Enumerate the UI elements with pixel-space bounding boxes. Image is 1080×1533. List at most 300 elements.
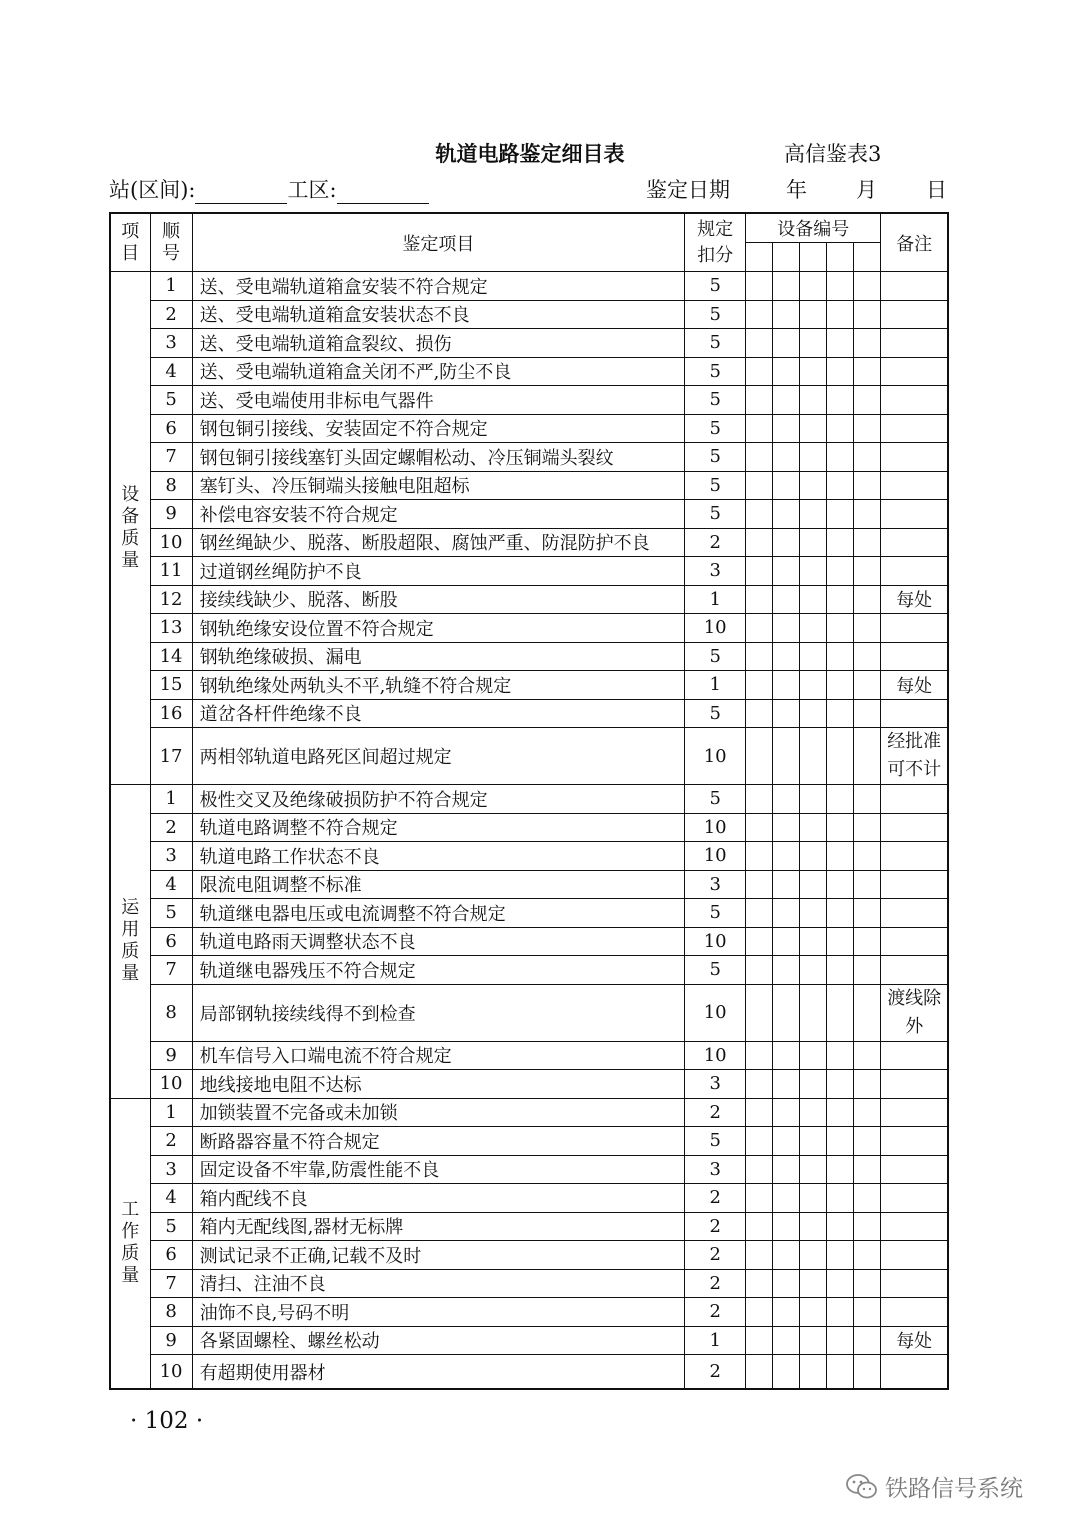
remark-cell — [881, 842, 948, 871]
device-cell — [827, 642, 854, 671]
device-cell — [746, 443, 773, 472]
device-cell — [827, 813, 854, 842]
item-cell: 接续线缺少、脱落、断股 — [192, 585, 685, 614]
device-cell — [746, 243, 773, 272]
deduct-cell: 2 — [685, 1212, 746, 1241]
deduct-cell: 5 — [685, 1127, 746, 1156]
item-cell: 钢轨绝缘破损、漏电 — [192, 642, 685, 671]
device-cell — [773, 728, 800, 785]
table-row — [110, 329, 948, 358]
device-cell — [827, 272, 854, 301]
device-cell — [800, 1212, 827, 1241]
device-cell — [773, 1269, 800, 1298]
device-cell — [854, 956, 881, 985]
item-cell: 钢轨绝缘处两轨头不平,轨缝不符合规定 — [192, 671, 685, 700]
device-cell — [746, 1241, 773, 1270]
col-category-header: 项目 — [110, 213, 150, 272]
seq-cell: 10 — [150, 528, 192, 557]
device-cell — [773, 500, 800, 529]
remark-cell: 每处 — [881, 671, 948, 700]
device-cell — [854, 500, 881, 529]
device-cell — [800, 443, 827, 472]
device-cell — [854, 1098, 881, 1127]
table-row — [110, 1127, 948, 1156]
device-cell — [746, 785, 773, 814]
device-cell — [854, 1212, 881, 1241]
device-cell — [800, 870, 827, 899]
remark-cell — [881, 443, 948, 472]
device-cell — [827, 984, 854, 1041]
seq-cell: 9 — [150, 1041, 192, 1070]
device-cell — [854, 1298, 881, 1327]
device-cell — [746, 414, 773, 443]
seq-cell: 7 — [150, 956, 192, 985]
deduct-cell: 10 — [685, 984, 746, 1041]
table-row — [110, 1098, 948, 1127]
device-cell — [773, 1298, 800, 1327]
remark-cell — [881, 329, 948, 358]
item-cell: 补偿电容安装不符合规定 — [192, 500, 685, 529]
device-cell — [854, 1070, 881, 1099]
item-cell: 送、受电端使用非标电气器件 — [192, 386, 685, 415]
table-row — [110, 500, 948, 529]
device-cell — [827, 357, 854, 386]
device-cell — [827, 414, 854, 443]
device-cell — [854, 785, 881, 814]
remark-cell — [881, 699, 948, 728]
seq-cell: 2 — [150, 1127, 192, 1156]
seq-cell: 6 — [150, 927, 192, 956]
deduct-cell: 1 — [685, 671, 746, 700]
station-blank — [195, 181, 287, 204]
col-device-header: 设备编号 — [746, 213, 881, 243]
device-cell — [827, 785, 854, 814]
date-label: 鉴定日期 — [646, 178, 730, 202]
remark-cell — [881, 614, 948, 643]
remark-cell — [881, 1184, 948, 1213]
table-row — [110, 785, 948, 814]
device-cell — [827, 842, 854, 871]
device-cell — [854, 927, 881, 956]
deduct-cell: 3 — [685, 557, 746, 586]
remark-cell — [881, 1212, 948, 1241]
device-cell — [746, 357, 773, 386]
device-cell — [800, 357, 827, 386]
item-cell: 箱内无配线图,器材无标牌 — [192, 1212, 685, 1241]
seq-cell: 2 — [150, 813, 192, 842]
device-cell — [800, 842, 827, 871]
table-row — [110, 386, 948, 415]
deduct-cell: 5 — [685, 642, 746, 671]
item-cell: 清扫、注油不良 — [192, 1269, 685, 1298]
seq-cell: 3 — [150, 1155, 192, 1184]
device-cell — [800, 557, 827, 586]
device-cell — [827, 1155, 854, 1184]
remark-cell — [881, 1070, 948, 1099]
device-cell — [746, 528, 773, 557]
device-cell — [800, 1326, 827, 1355]
device-cell — [746, 671, 773, 700]
table-row — [110, 1184, 948, 1213]
deduct-cell: 2 — [685, 528, 746, 557]
col-seq-header: 顺号 — [150, 213, 192, 272]
device-cell — [800, 500, 827, 529]
device-cell — [746, 699, 773, 728]
device-cell — [746, 842, 773, 871]
deduct-cell: 10 — [685, 927, 746, 956]
device-cell — [827, 870, 854, 899]
device-cell — [773, 557, 800, 586]
device-cell — [827, 899, 854, 928]
device-cell — [854, 443, 881, 472]
item-cell: 钢丝绳缺少、脱落、断股超限、腐蚀严重、防混防护不良 — [192, 528, 685, 557]
device-cell — [773, 956, 800, 985]
item-cell: 钢轨绝缘安设位置不符合规定 — [192, 614, 685, 643]
seq-cell: 3 — [150, 329, 192, 358]
table-row — [110, 357, 948, 386]
device-cell — [746, 585, 773, 614]
item-cell: 地线接地电阻不达标 — [192, 1070, 685, 1099]
seq-cell: 4 — [150, 870, 192, 899]
deduct-cell: 10 — [685, 842, 746, 871]
device-cell — [773, 414, 800, 443]
deduct-cell: 5 — [685, 471, 746, 500]
remark-cell — [881, 557, 948, 586]
device-cell — [854, 1184, 881, 1213]
remark-cell — [881, 1355, 948, 1390]
seq-cell: 17 — [150, 728, 192, 785]
device-cell — [854, 357, 881, 386]
item-cell: 塞钉头、冷压铜端头接触电阻超标 — [192, 471, 685, 500]
year-label: 年 — [786, 178, 807, 202]
device-cell — [773, 471, 800, 500]
remark-cell — [881, 927, 948, 956]
device-cell — [746, 956, 773, 985]
deduct-cell: 10 — [685, 728, 746, 785]
device-cell — [827, 329, 854, 358]
device-cell — [827, 1098, 854, 1127]
remark-cell — [881, 956, 948, 985]
seq-cell: 8 — [150, 984, 192, 1041]
deduct-cell: 5 — [685, 329, 746, 358]
device-cell — [800, 329, 827, 358]
device-cell — [827, 300, 854, 329]
device-cell — [773, 614, 800, 643]
remark-cell: 每处 — [881, 1326, 948, 1355]
table-row — [110, 471, 948, 500]
table-row — [110, 1269, 948, 1298]
device-cell — [746, 614, 773, 643]
device-cell — [773, 927, 800, 956]
month-label: 月 — [856, 178, 877, 202]
deduct-cell: 5 — [685, 357, 746, 386]
device-cell — [800, 1269, 827, 1298]
device-cell — [800, 386, 827, 415]
device-cell — [827, 728, 854, 785]
remark-cell: 渡线除外 — [881, 984, 948, 1041]
item-cell: 断路器容量不符合规定 — [192, 1127, 685, 1156]
col-remark-header: 备注 — [881, 213, 948, 272]
section-category: 工作质量 — [110, 1098, 150, 1389]
device-cell — [854, 300, 881, 329]
device-cell — [746, 272, 773, 301]
page-title: 轨道电路鉴定细目表 — [435, 142, 625, 166]
remark-cell — [881, 1155, 948, 1184]
device-cell — [854, 1127, 881, 1156]
deduct-cell: 5 — [685, 386, 746, 415]
device-cell — [827, 386, 854, 415]
remark-cell — [881, 1241, 948, 1270]
device-cell — [800, 785, 827, 814]
device-cell — [827, 1070, 854, 1099]
deduct-cell: 5 — [685, 272, 746, 301]
wechat-icon — [845, 1473, 879, 1501]
device-cell — [854, 1269, 881, 1298]
seq-cell: 13 — [150, 614, 192, 643]
device-cell — [773, 443, 800, 472]
device-cell — [854, 899, 881, 928]
device-cell — [746, 300, 773, 329]
seq-cell: 3 — [150, 842, 192, 871]
remark-cell — [881, 414, 948, 443]
device-cell — [827, 1184, 854, 1213]
table-row — [110, 1241, 948, 1270]
device-cell — [773, 300, 800, 329]
item-cell: 钢包铜引接线、安装固定不符合规定 — [192, 414, 685, 443]
device-cell — [773, 1127, 800, 1156]
device-cell — [746, 1326, 773, 1355]
deduct-cell: 3 — [685, 870, 746, 899]
table-row — [110, 1041, 948, 1070]
device-cell — [854, 842, 881, 871]
item-cell: 两相邻轨道电路死区间超过规定 — [192, 728, 685, 785]
remark-cell — [881, 528, 948, 557]
device-cell — [854, 386, 881, 415]
watermark-text: 铁路信号系统 — [885, 1476, 1023, 1502]
device-cell — [800, 585, 827, 614]
device-cell — [800, 671, 827, 700]
seq-cell: 6 — [150, 414, 192, 443]
seq-cell: 1 — [150, 785, 192, 814]
device-cell — [800, 414, 827, 443]
device-cell — [854, 1355, 881, 1390]
seq-cell: 1 — [150, 272, 192, 301]
device-cell — [854, 699, 881, 728]
table-row — [110, 1070, 948, 1099]
deduct-cell: 1 — [685, 1326, 746, 1355]
deduct-cell: 5 — [685, 785, 746, 814]
seq-cell: 5 — [150, 1212, 192, 1241]
deduct-cell: 10 — [685, 1041, 746, 1070]
seq-cell: 6 — [150, 1241, 192, 1270]
table-row — [110, 899, 948, 928]
device-cell — [746, 870, 773, 899]
device-cell — [773, 243, 800, 272]
device-cell — [800, 899, 827, 928]
remark-cell — [881, 500, 948, 529]
seq-cell: 14 — [150, 642, 192, 671]
seq-cell: 5 — [150, 899, 192, 928]
device-cell — [746, 1155, 773, 1184]
device-cell — [773, 813, 800, 842]
device-cell — [800, 1298, 827, 1327]
table-row — [110, 557, 948, 586]
station-line — [109, 174, 429, 204]
device-cell — [800, 728, 827, 785]
remark-cell: 经批准可不计 — [881, 728, 948, 785]
device-cell — [746, 1041, 773, 1070]
item-cell: 有超期使用器材 — [192, 1355, 685, 1390]
device-cell — [800, 243, 827, 272]
device-cell — [773, 899, 800, 928]
device-cell — [746, 1070, 773, 1099]
device-cell — [800, 1155, 827, 1184]
item-cell: 道岔各杆件绝缘不良 — [192, 699, 685, 728]
day-label: 日 — [926, 178, 947, 202]
table-row — [110, 443, 948, 472]
device-cell — [800, 984, 827, 1041]
item-cell: 送、受电端轨道箱盒关闭不严,防尘不良 — [192, 357, 685, 386]
col-deduct-header: 规定扣分 — [685, 213, 746, 272]
device-cell — [800, 813, 827, 842]
device-cell — [773, 357, 800, 386]
table-row — [110, 984, 948, 1041]
device-cell — [800, 956, 827, 985]
table-row — [110, 642, 948, 671]
table-row — [110, 813, 948, 842]
deduct-cell: 2 — [685, 1184, 746, 1213]
device-cell — [773, 1212, 800, 1241]
device-cell — [827, 471, 854, 500]
seq-cell: 9 — [150, 500, 192, 529]
deduct-cell: 5 — [685, 300, 746, 329]
remark-cell — [881, 357, 948, 386]
device-cell — [800, 1070, 827, 1099]
deduct-cell: 2 — [685, 1241, 746, 1270]
device-cell — [800, 1355, 827, 1390]
device-cell — [854, 984, 881, 1041]
device-cell — [854, 557, 881, 586]
form-number: 高信鉴表3 — [784, 142, 882, 166]
item-cell: 测试记录不正确,记载不及时 — [192, 1241, 685, 1270]
table-row — [110, 528, 948, 557]
device-cell — [854, 1155, 881, 1184]
device-cell — [827, 528, 854, 557]
table-row — [110, 1326, 948, 1355]
device-cell — [827, 243, 854, 272]
device-cell — [854, 671, 881, 700]
remark-cell — [881, 1127, 948, 1156]
remark-cell — [881, 471, 948, 500]
item-cell: 送、受电端轨道箱盒安装不符合规定 — [192, 272, 685, 301]
item-cell: 油饰不良,号码不明 — [192, 1298, 685, 1327]
device-cell — [773, 842, 800, 871]
device-cell — [773, 386, 800, 415]
seq-cell: 10 — [150, 1355, 192, 1390]
remark-cell — [881, 272, 948, 301]
table-row — [110, 1355, 948, 1390]
remark-cell — [881, 813, 948, 842]
table-row — [110, 728, 948, 785]
device-cell — [746, 1098, 773, 1127]
table-row — [110, 585, 948, 614]
seq-cell: 8 — [150, 471, 192, 500]
device-cell — [800, 699, 827, 728]
device-cell — [827, 1127, 854, 1156]
item-cell: 轨道电路雨天调整状态不良 — [192, 927, 685, 956]
device-cell — [746, 642, 773, 671]
device-cell — [773, 272, 800, 301]
deduct-cell: 5 — [685, 414, 746, 443]
device-cell — [854, 414, 881, 443]
col-item-header: 鉴定项目 — [192, 213, 685, 272]
date-line — [646, 174, 730, 204]
item-cell: 过道钢丝绳防护不良 — [192, 557, 685, 586]
table-row — [110, 1155, 948, 1184]
device-cell — [854, 329, 881, 358]
device-cell — [773, 642, 800, 671]
table-row — [110, 842, 948, 871]
table-row — [110, 1298, 948, 1327]
device-cell — [854, 585, 881, 614]
device-cell — [854, 870, 881, 899]
device-cell — [746, 1212, 773, 1241]
device-cell — [773, 585, 800, 614]
item-cell: 轨道继电器残压不符合规定 — [192, 956, 685, 985]
device-cell — [854, 614, 881, 643]
table-row — [110, 1212, 948, 1241]
seq-cell: 9 — [150, 1326, 192, 1355]
device-cell — [854, 1326, 881, 1355]
remark-cell — [881, 785, 948, 814]
device-cell — [800, 471, 827, 500]
device-cell — [773, 1098, 800, 1127]
device-cell — [827, 1241, 854, 1270]
item-cell: 各紧固螺栓、螺丝松动 — [192, 1326, 685, 1355]
device-cell — [854, 728, 881, 785]
item-cell: 轨道继电器电压或电流调整不符合规定 — [192, 899, 685, 928]
remark-cell — [881, 642, 948, 671]
remark-cell — [881, 899, 948, 928]
item-cell: 机车信号入口端电流不符合规定 — [192, 1041, 685, 1070]
device-cell — [746, 471, 773, 500]
deduct-cell: 2 — [685, 1298, 746, 1327]
section-category: 设备质量 — [110, 272, 150, 785]
workshop-label: 工区: — [287, 178, 337, 202]
device-cell — [800, 272, 827, 301]
table-row — [110, 956, 948, 985]
table-row — [110, 272, 948, 301]
device-cell — [800, 614, 827, 643]
device-cell — [746, 1127, 773, 1156]
device-cell — [854, 528, 881, 557]
device-cell — [827, 927, 854, 956]
deduct-cell: 3 — [685, 1155, 746, 1184]
device-cell — [746, 500, 773, 529]
device-cell — [854, 272, 881, 301]
table-row — [110, 927, 948, 956]
device-cell — [827, 500, 854, 529]
seq-cell: 12 — [150, 585, 192, 614]
table-row — [110, 699, 948, 728]
remark-cell: 每处 — [881, 585, 948, 614]
remark-cell — [881, 300, 948, 329]
device-cell — [746, 927, 773, 956]
seq-cell: 1 — [150, 1098, 192, 1127]
device-cell — [773, 785, 800, 814]
device-cell — [773, 1241, 800, 1270]
seq-cell: 7 — [150, 1269, 192, 1298]
